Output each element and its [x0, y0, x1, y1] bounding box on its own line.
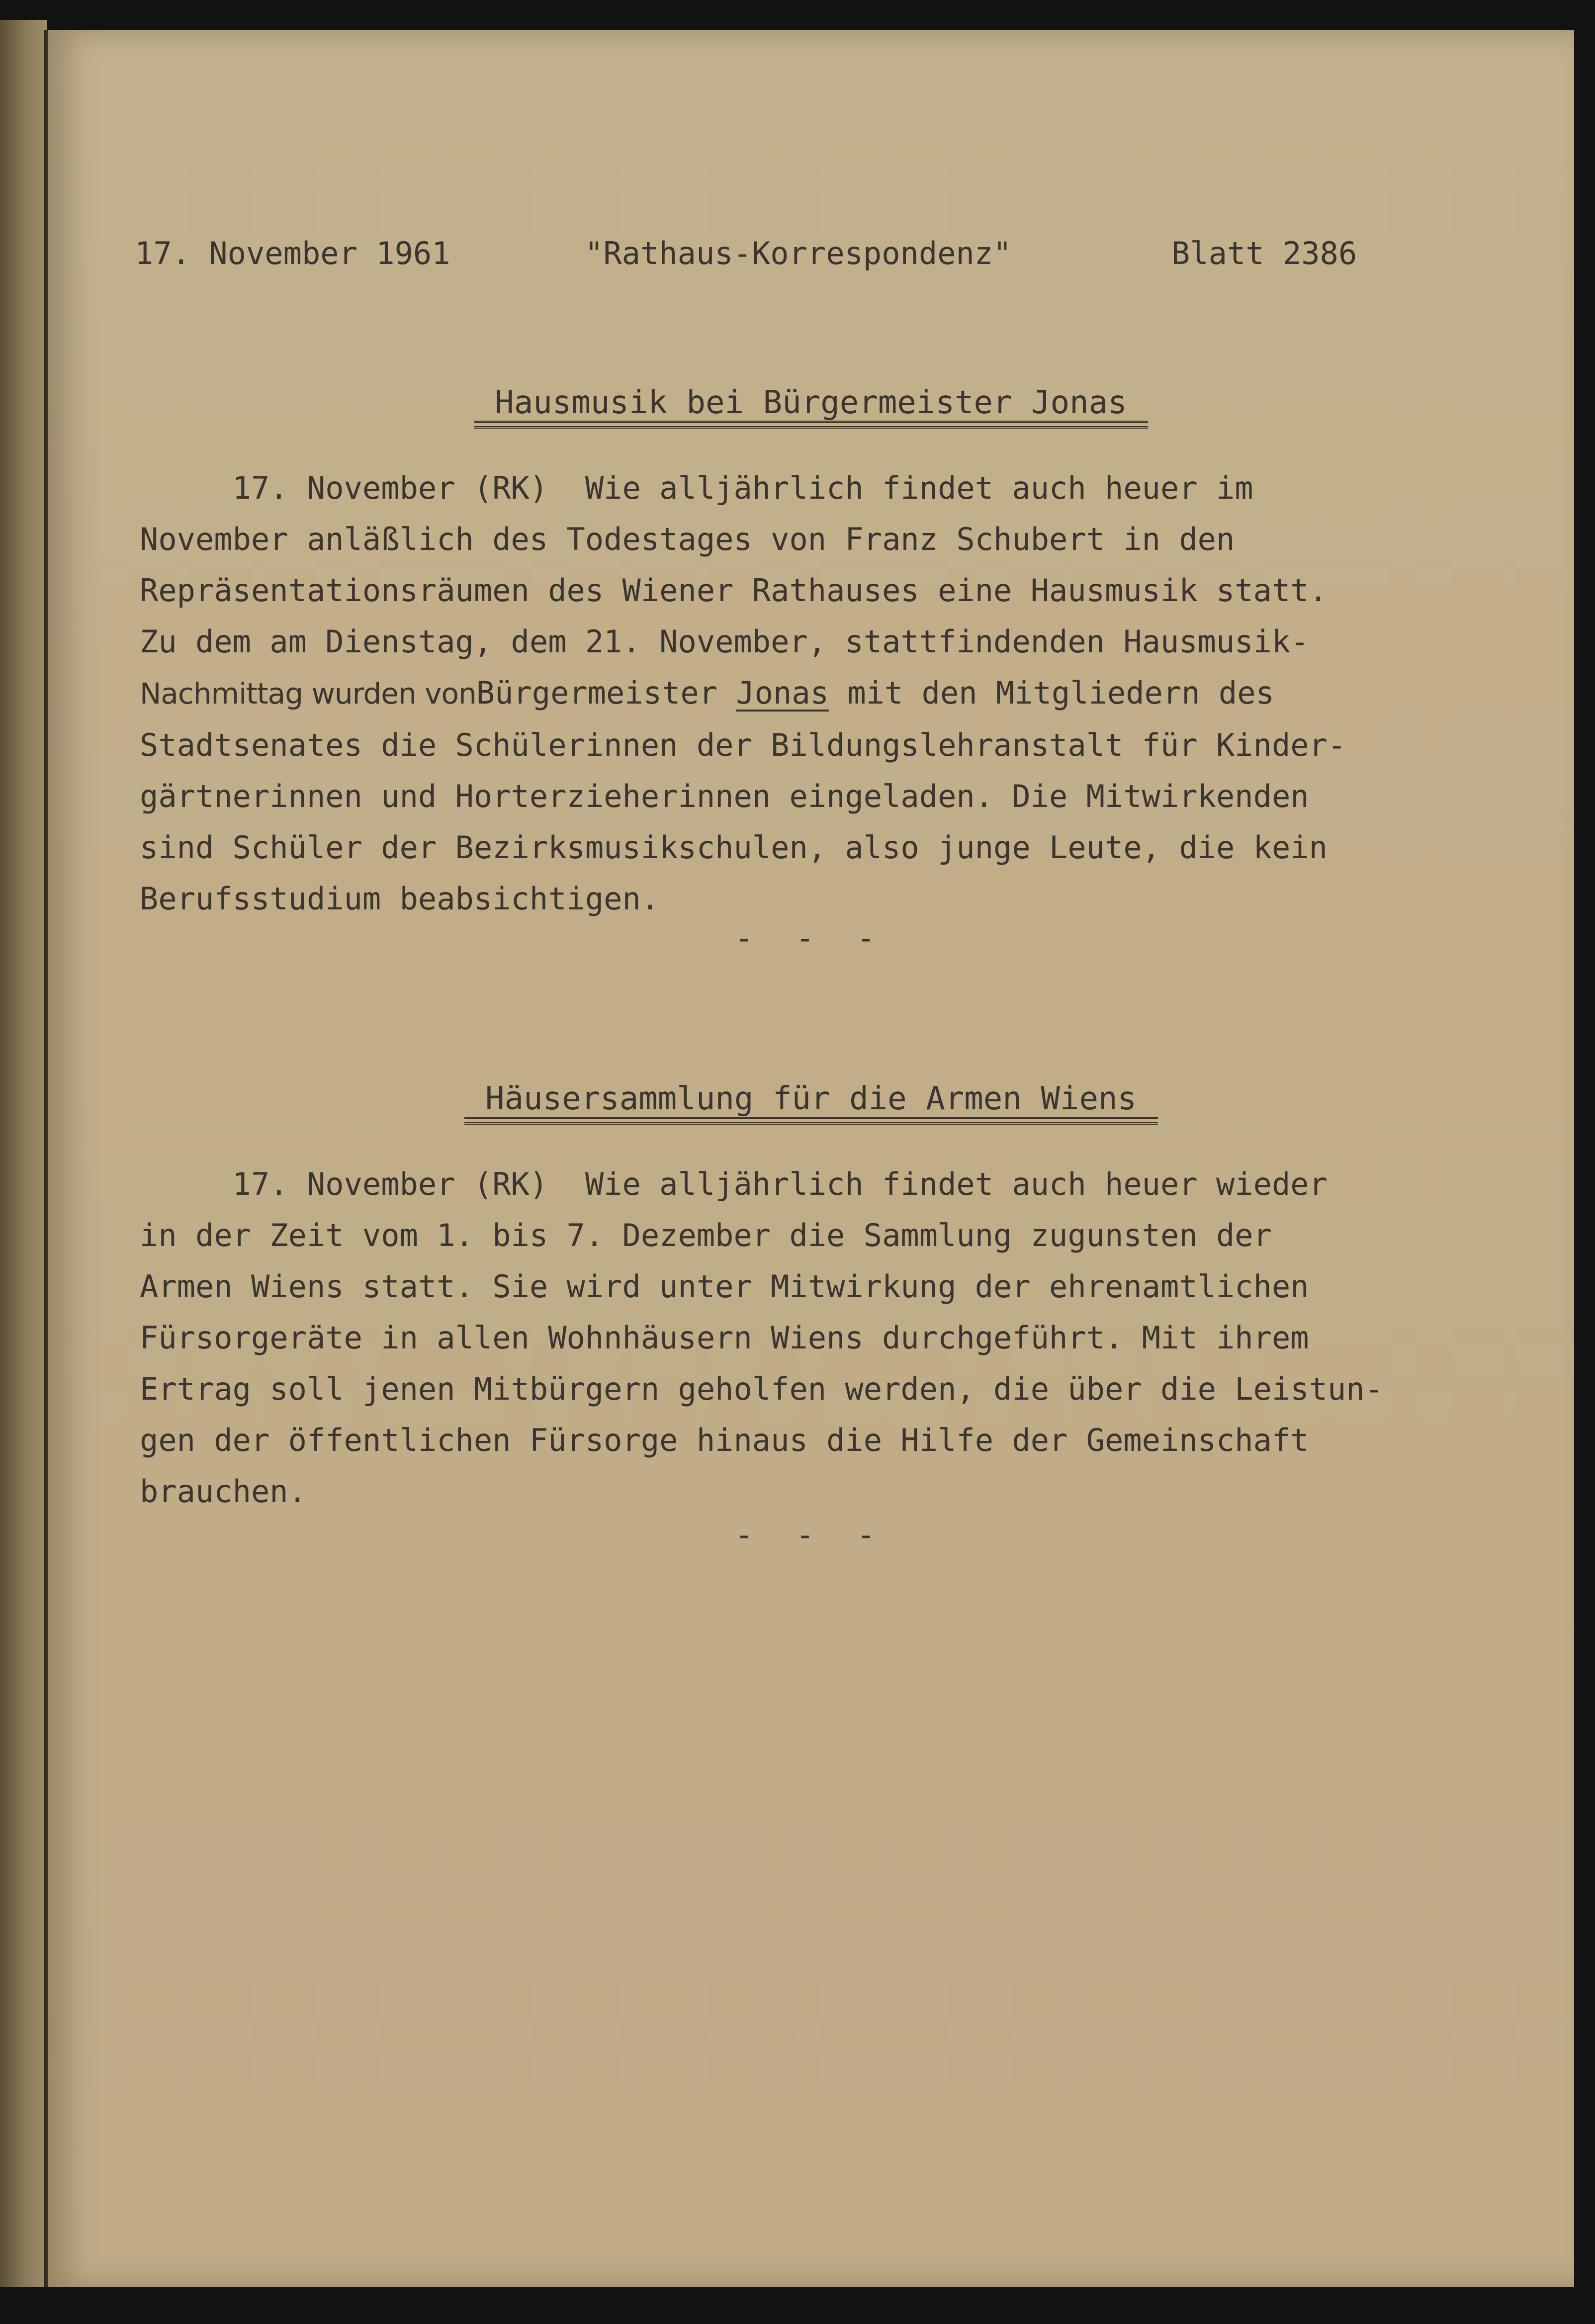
article-1-body	[140, 462, 1522, 924]
article-1-line-6: Stadtsenates die Schülerinnen der Bildungslehranstalt für Kinder-	[140, 727, 1346, 763]
article-1-line-9: Berufsstudium beabsichtigen.	[140, 881, 660, 917]
article-1-line-3: Repräsentationsräumen des Wiener Rathauses eine Hausmusik statt.	[140, 572, 1328, 609]
article-1-title: Hausmusik bei Bürgermeister Jonas	[495, 384, 1127, 421]
article-1-line-5	[140, 667, 1522, 719]
left-page-edge	[0, 20, 47, 2287]
article-2-line-7: brauchen.	[140, 1473, 307, 1510]
article-2-heading	[48, 1079, 1574, 1125]
article-1-line-5-pre: Bürgermeister	[476, 675, 736, 711]
article-1-line-7: gärtnerinnen und Horterzieherinnen eingeladen. Die Mitwirkenden	[140, 778, 1309, 814]
article-2-line-4: Fürsorgeräte in allen Wohnhäusern Wiens durchgeführt. Mit ihrem	[140, 1320, 1309, 1356]
article-2-title: Häusersammlung für die Armen Wiens	[485, 1080, 1137, 1117]
article-2-title-underline	[464, 1117, 1158, 1125]
header-sheet-number: Blatt 2386	[1171, 235, 1357, 271]
article-1-title-underline	[474, 421, 1148, 429]
article-1-heading	[48, 383, 1574, 429]
article-2-body	[140, 1159, 1522, 1517]
article-1-line-1: 17. November (RK) Wie alljährlich findet auch heuer im	[140, 470, 1253, 506]
article-2-line-2: in der Zeit vom 1. bis 7. Dezember die Sammlung zugunsten der	[140, 1217, 1272, 1253]
document	[48, 30, 1574, 2287]
header-publication: "Rathaus-Korrespondenz"	[585, 235, 1012, 271]
article-1-line-2: November anläßlich des Todestages von Franz Schubert in den	[140, 521, 1235, 557]
header-date: 17. November 1961	[135, 235, 450, 271]
article-1-separator: - - -	[734, 920, 887, 956]
article-1-line-4: Zu dem am Dienstag, dem 21. November, stattfindenden Hausmusik-	[140, 624, 1309, 660]
paper-sheet	[48, 30, 1574, 2287]
article-2-line-3: Armen Wiens statt. Sie wird unter Mitwirkung der ehrenamtlichen	[140, 1268, 1309, 1305]
article-2-line-5: Ertrag soll jenen Mitbürgern geholfen werden, die über die Leistun-	[140, 1371, 1383, 1407]
underlined-name-jonas: Jonas	[736, 675, 829, 711]
article-2-separator: - - -	[734, 1517, 887, 1553]
article-2-line-1: 17. November (RK) Wie alljährlich findet auch heuer wieder	[140, 1166, 1328, 1202]
article-1-line-8: sind Schüler der Bezirksmusikschulen, also junge Leute, die kein	[140, 829, 1328, 866]
article-1-line-5-post: mit den Mitgliedern des	[829, 675, 1274, 711]
handstamp-insert: Nachmittag wurden von	[140, 677, 476, 711]
article-2-line-6: gen der öffentlichen Fürsorge hinaus die Hilfe der Gemeinschaft	[140, 1422, 1309, 1458]
